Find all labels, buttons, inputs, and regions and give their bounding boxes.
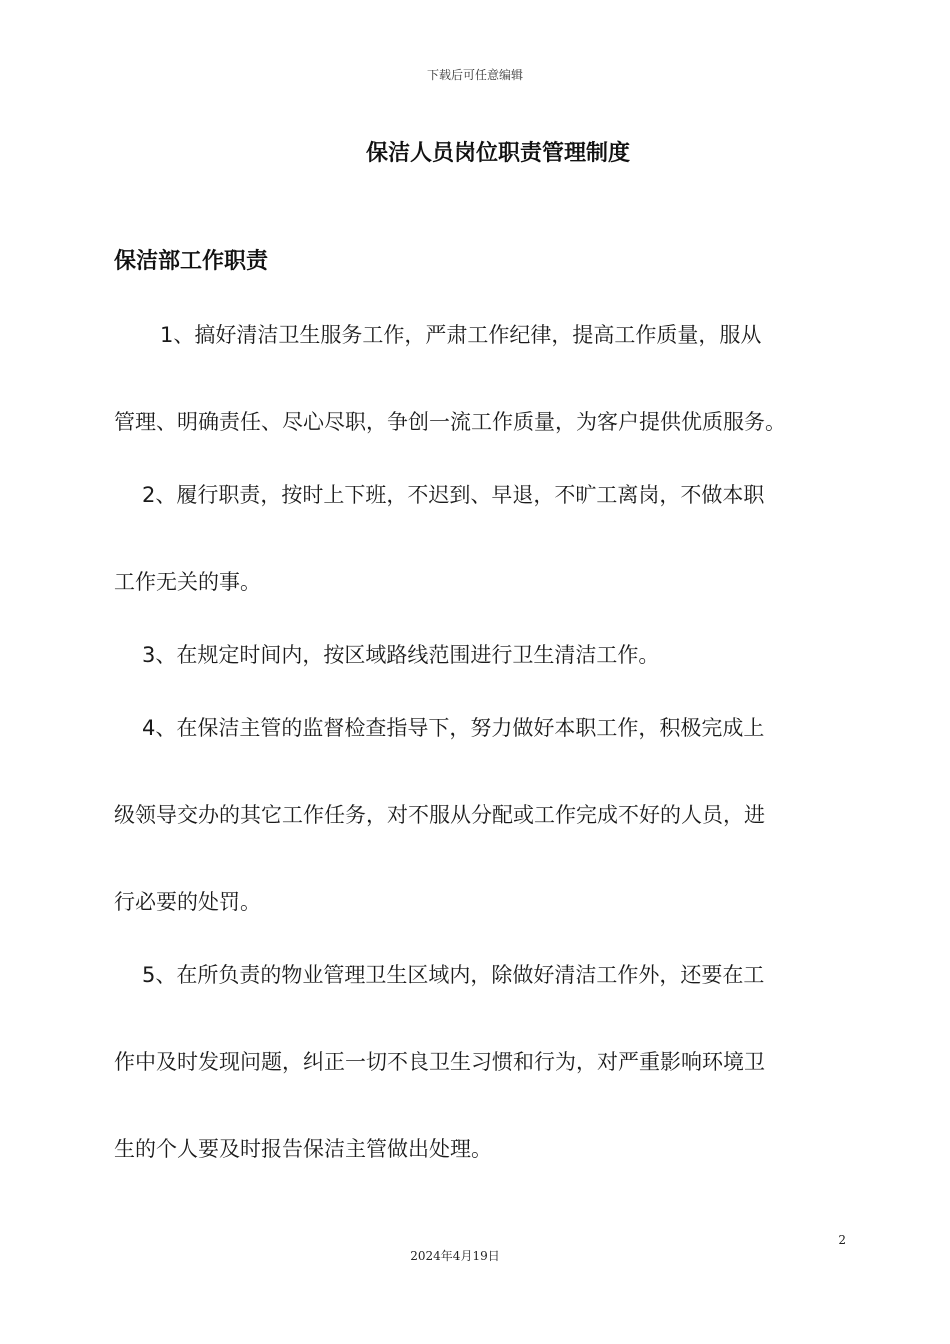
document-title: 保洁人员岗位职责管理制度 (365, 141, 630, 166)
duty-2-line-2: 工作无关的事。 (114, 570, 261, 594)
duty-5-line-1: 5、在所负责的物业管理卫生区域内，除做好清洁工作外，还要在工 (142, 963, 765, 987)
duty-1-line-2: 管理、明确责任、尽心尽职，争创一流工作质量，为客户提供优质服务。 (114, 410, 786, 434)
duty-2-line-1: 2、履行职责，按时上下班，不迟到、早退，不旷工离岗，不做本职 (142, 483, 765, 507)
section-heading: 保洁部工作职责 (114, 249, 269, 274)
header-note: 下载后可任意编辑 (426, 68, 523, 82)
duty-1-line-1: 1、搞好清洁卫生服务工作，严肃工作纪律，提高工作质量，服从 (160, 323, 762, 347)
duty-4-line-1: 4、在保洁主管的监督检查指导下，努力做好本职工作，积极完成上 (142, 716, 765, 740)
duty-3-line-1: 3、在规定时间内，按区域路线范围进行卫生清洁工作。 (142, 643, 660, 667)
duty-5-line-3: 生的个人要及时报告保洁主管做出处理。 (114, 1137, 492, 1161)
duty-5-line-2: 作中及时发现问题，纠正一切不良卫生习惯和行为，对严重影响环境卫 (114, 1050, 765, 1074)
page-number: 2 (838, 1233, 846, 1247)
duty-4-line-3: 行必要的处罚。 (114, 890, 261, 914)
duty-4-line-2: 级领导交办的其它工作任务，对不服从分配或工作完成不好的人员，进 (114, 803, 765, 827)
footer-date: 2024年4月19日 (410, 1249, 500, 1263)
